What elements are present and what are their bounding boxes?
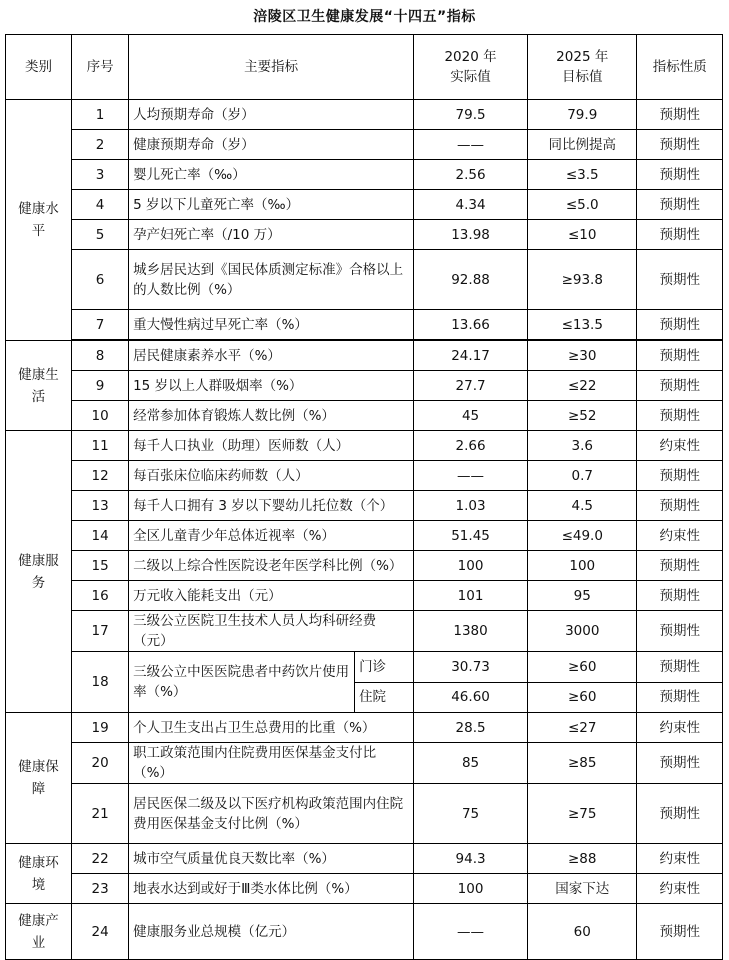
table-row [6, 220, 723, 250]
row-nature: 预期性 [637, 160, 723, 190]
row-indicator: 万元收入能耗支出（元） [129, 581, 414, 611]
row-seq: 13 [72, 491, 129, 521]
row-actual: 28.5 [414, 713, 528, 743]
row-seq: 3 [72, 160, 129, 190]
table-row [6, 652, 723, 683]
table-row [6, 551, 723, 581]
row-seq: 24 [72, 904, 129, 960]
row-actual: 94.3 [414, 844, 528, 874]
category-health-service: 健康服务 [6, 431, 72, 713]
row-nature: 预期性 [637, 341, 723, 371]
row-indicator: 15 岁以上人群吸烟率（%） [129, 371, 414, 401]
row-target: ≥30 [528, 341, 637, 371]
table-row [6, 784, 723, 844]
document-title: 涪陵区卫生健康发展“十四五”指标 [253, 9, 476, 25]
row-indicator: 三级公立医院卫生技术人员人均科研经费（元） [129, 611, 414, 652]
header-row [6, 35, 723, 100]
row-target: 国家下达 [528, 874, 637, 904]
row-nature: 预期性 [637, 401, 723, 431]
row-nature: 预期性 [637, 250, 723, 310]
row-nature: 预期性 [637, 904, 723, 960]
header-seq: 序号 [72, 35, 129, 100]
row-seq: 1 [72, 100, 129, 130]
indicator-table [5, 34, 723, 960]
row-target: ≥85 [528, 743, 637, 784]
row-actual: 51.45 [414, 521, 528, 551]
row-nature: 预期性 [637, 551, 723, 581]
row-target: ≥93.8 [528, 250, 637, 310]
category-health-level: 健康水平 [6, 100, 72, 341]
header-nature: 指标性质 [637, 35, 723, 100]
row-target: ≥60 [528, 652, 637, 683]
table-row [6, 431, 723, 461]
table-row [6, 250, 723, 310]
header-indicator: 主要指标 [129, 35, 414, 100]
row-indicator: 个人卫生支出占卫生总费用的比重（%） [129, 713, 414, 743]
row-seq: 7 [72, 310, 129, 340]
row-indicator: 每百张床位临床药师数（人） [129, 461, 414, 491]
header-category: 类别 [6, 35, 72, 100]
row-indicator: 职工政策范围内住院费用医保基金支付比（%） [129, 743, 414, 784]
row-nature: 预期性 [637, 652, 723, 683]
row-indicator: 城乡居民达到《国民体质测定标准》合格以上的人数比例（%） [129, 250, 414, 310]
row-target: ≤27 [528, 713, 637, 743]
row-indicator: 居民健康素养水平（%） [129, 341, 414, 371]
row-target: 4.5 [528, 491, 637, 521]
table-row [6, 160, 723, 190]
row-actual: 27.7 [414, 371, 528, 401]
category-health-env: 健康环境 [6, 844, 72, 904]
row-nature: 预期性 [637, 100, 723, 130]
row-nature: 预期性 [637, 682, 723, 713]
row-nature: 约束性 [637, 874, 723, 904]
row-seq: 23 [72, 874, 129, 904]
category-health-life: 健康生活 [6, 341, 72, 431]
table-row [6, 581, 723, 611]
row-indicator: 经常参加体育锻炼人数比例（%） [129, 401, 414, 431]
row-indicator: 地表水达到或好于Ⅲ类水体比例（%） [129, 874, 414, 904]
row-actual: 85 [414, 743, 528, 784]
row-target: ≤10 [528, 220, 637, 250]
row-seq: 15 [72, 551, 129, 581]
row-indicator: 重大慢性病过早死亡率（%） [129, 310, 414, 340]
header-actual-2020 [414, 35, 528, 100]
table-row [6, 844, 723, 874]
table-row [6, 713, 723, 743]
row-target: ≤3.5 [528, 160, 637, 190]
row-actual: 1380 [414, 611, 528, 652]
row-actual: 24.17 [414, 341, 528, 371]
row-indicator: 居民医保二级及以下医疗机构政策范围内住院费用医保基金支付比例（%） [129, 784, 414, 844]
row-target: ≥75 [528, 784, 637, 844]
row-seq: 4 [72, 190, 129, 220]
row-nature: 预期性 [637, 743, 723, 784]
row-seq: 6 [72, 250, 129, 310]
row-nature: 预期性 [637, 130, 723, 160]
row-nature: 约束性 [637, 521, 723, 551]
row-seq: 18 [72, 652, 129, 713]
row-actual: 75 [414, 784, 528, 844]
row-nature: 约束性 [637, 713, 723, 743]
header-actual-label: 实际值 [450, 69, 491, 85]
row-indicator: 孕产妇死亡率（/10 万） [129, 220, 414, 250]
row-seq: 12 [72, 461, 129, 491]
table-row [6, 130, 723, 160]
table-row [6, 904, 723, 960]
row-seq: 20 [72, 743, 129, 784]
row-target: 79.9 [528, 100, 637, 130]
row-indicator: 健康预期寿命（岁） [129, 130, 414, 160]
table-row [6, 100, 723, 130]
row-target: 3000 [528, 611, 637, 652]
row-indicator-split [129, 652, 414, 713]
row-nature: 预期性 [637, 784, 723, 844]
row-target: 100 [528, 551, 637, 581]
row-indicator: 婴儿死亡率（‰） [129, 160, 414, 190]
row-indicator: 5 岁以下儿童死亡率（‰） [129, 190, 414, 220]
row-nature: 预期性 [637, 491, 723, 521]
row-indicator: 健康服务业总规模（亿元） [129, 904, 414, 960]
row-indicator: 全区儿童青少年总体近视率（%） [129, 521, 414, 551]
row-seq: 19 [72, 713, 129, 743]
table-row [6, 491, 723, 521]
row-seq: 21 [72, 784, 129, 844]
row-actual: —— [414, 130, 528, 160]
row-indicator: 每千人口执业（助理）医师数（人） [129, 431, 414, 461]
row-target: ≥52 [528, 401, 637, 431]
row-target: ≥60 [528, 682, 637, 713]
row-actual: 100 [414, 551, 528, 581]
row-actual: —— [414, 461, 528, 491]
row-actual: 2.56 [414, 160, 528, 190]
row-indicator: 城市空气质量优良天数比率（%） [129, 844, 414, 874]
row-seq: 14 [72, 521, 129, 551]
table-row [6, 743, 723, 784]
row-nature: 预期性 [637, 371, 723, 401]
row-seq: 10 [72, 401, 129, 431]
sub-inpatient: 住院 [359, 689, 387, 705]
row-seq: 17 [72, 611, 129, 652]
row-target: 95 [528, 581, 637, 611]
row-nature: 预期性 [637, 611, 723, 652]
header-actual-year: 2020 年 [444, 49, 497, 65]
row-seq: 8 [72, 341, 129, 371]
row-seq: 2 [72, 130, 129, 160]
category-health-security: 健康保障 [6, 713, 72, 844]
row-target: ≤13.5 [528, 310, 637, 340]
row-indicator: 三级公立中医医院患者中药饮片使用率（%） [129, 652, 355, 712]
table-row [6, 461, 723, 491]
header-target-2025 [528, 35, 637, 100]
row-nature: 预期性 [637, 581, 723, 611]
row-actual: 2.66 [414, 431, 528, 461]
table-row [6, 521, 723, 551]
row-seq: 16 [72, 581, 129, 611]
row-seq: 9 [72, 371, 129, 401]
row-target: 60 [528, 904, 637, 960]
table-row [6, 401, 723, 431]
row-actual: 45 [414, 401, 528, 431]
row-seq: 22 [72, 844, 129, 874]
row-target: ≤49.0 [528, 521, 637, 551]
row-actual: 101 [414, 581, 528, 611]
category-health-industry: 健康产业 [6, 904, 72, 960]
row-nature: 约束性 [637, 844, 723, 874]
row-nature: 预期性 [637, 310, 723, 340]
row-actual: 13.66 [414, 310, 528, 340]
row-indicator: 人均预期寿命（岁） [129, 100, 414, 130]
table-row [6, 611, 723, 652]
row-indicator: 二级以上综合性医院设老年医学科比例（%） [129, 551, 414, 581]
table-row [6, 341, 723, 371]
row-actual: 13.98 [414, 220, 528, 250]
row-seq: 5 [72, 220, 129, 250]
row-nature: 预期性 [637, 190, 723, 220]
row-nature: 约束性 [637, 431, 723, 461]
row-actual: —— [414, 904, 528, 960]
row-indicator: 每千人口拥有 3 岁以下婴幼儿托位数（个） [129, 491, 414, 521]
row-target: 3.6 [528, 431, 637, 461]
table-row [6, 190, 723, 220]
row-actual: 100 [414, 874, 528, 904]
row-nature: 预期性 [637, 461, 723, 491]
row-target: 同比例提高 [528, 130, 637, 160]
row-target: ≤5.0 [528, 190, 637, 220]
row-actual: 30.73 [414, 652, 528, 683]
row-nature: 预期性 [637, 220, 723, 250]
table-row [6, 310, 723, 340]
row-actual: 46.60 [414, 682, 528, 713]
row-actual: 79.5 [414, 100, 528, 130]
sub-outpatient: 门诊 [355, 652, 413, 683]
table-row [6, 874, 723, 904]
row-actual: 92.88 [414, 250, 528, 310]
row-actual: 4.34 [414, 190, 528, 220]
row-seq: 11 [72, 431, 129, 461]
header-target-label: 目标值 [562, 69, 603, 85]
row-target: ≤22 [528, 371, 637, 401]
row-target: 0.7 [528, 461, 637, 491]
header-target-year: 2025 年 [556, 49, 609, 65]
row-actual: 1.03 [414, 491, 528, 521]
table-row [6, 371, 723, 401]
row-target: ≥88 [528, 844, 637, 874]
